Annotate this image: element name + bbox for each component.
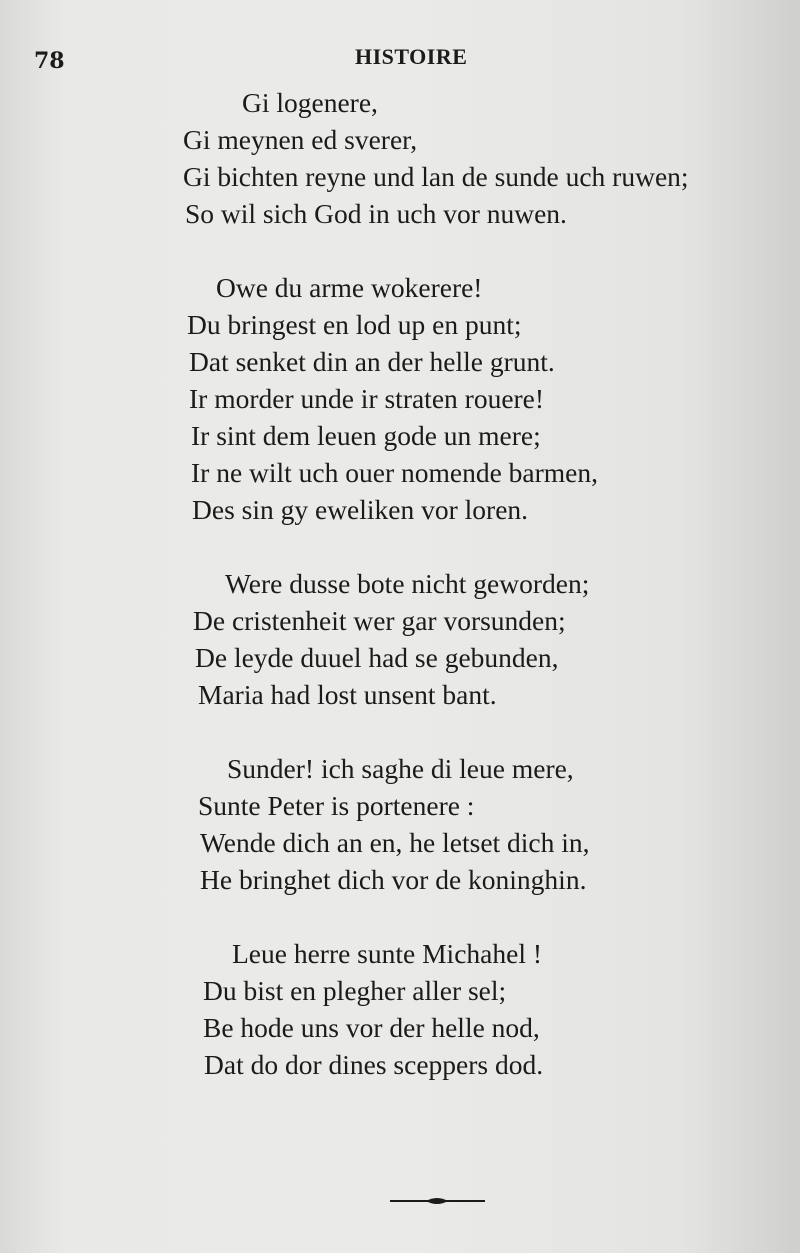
verse-line: Were dusse bote nicht geworden;	[225, 568, 590, 599]
verse-line: De leyde duuel had se gebunden,	[195, 642, 559, 673]
running-head: HISTOIRE	[355, 44, 468, 69]
verse-line: Wende dich an en, he letset dich in,	[200, 827, 590, 858]
verse-line: Ir morder unde ir straten rouere!	[189, 383, 545, 414]
poem	[0, 84, 800, 1120]
verse-line: Be hode uns vor der helle nod,	[203, 1012, 540, 1043]
page-number: 78	[34, 48, 65, 74]
verse-line: Sunte Peter is portenere :	[198, 790, 475, 821]
verse-line: Ir sint dem leuen gode un mere;	[191, 420, 541, 451]
tailpiece-rule-icon	[390, 1195, 485, 1207]
verse-line: Gi meynen ed sverer,	[183, 124, 418, 155]
stanza-4	[0, 750, 800, 898]
verse-line: Dat do dor dines sceppers dod.	[204, 1049, 544, 1080]
verse-line: So wil sich God in uch vor nuwen.	[185, 198, 567, 229]
verse-line: Owe du arme wokerere!	[216, 272, 483, 303]
verse-line: Gi bichten reyne und lan de sunde uch ruwen;	[183, 161, 689, 192]
verse-line: Du bringest en lod up en punt;	[187, 309, 522, 340]
verse-line: Leue herre sunte Michahel !	[232, 938, 542, 969]
stanza-3	[0, 565, 800, 713]
verse-line: De cristenheit wer gar vorsunden;	[193, 605, 566, 636]
verse-line: Gi logenere,	[242, 87, 378, 118]
verse-line: Sunder! ich saghe di leue mere,	[227, 753, 574, 784]
verse-line: Dat senket din an der helle grunt.	[189, 346, 555, 377]
verse-line: Maria had lost unsent bant.	[198, 679, 497, 710]
stanza-5	[0, 935, 800, 1083]
stanza-2	[0, 269, 800, 528]
verse-line: He bringhet dich vor de koninghin.	[200, 864, 587, 895]
verse-line: Ir ne wilt uch ouer nomende barmen,	[191, 457, 599, 488]
stanza-1	[0, 84, 800, 232]
verse-line: Des sin gy eweliken vor loren.	[192, 494, 529, 525]
verse-line: Du bist en plegher aller sel;	[203, 975, 507, 1006]
